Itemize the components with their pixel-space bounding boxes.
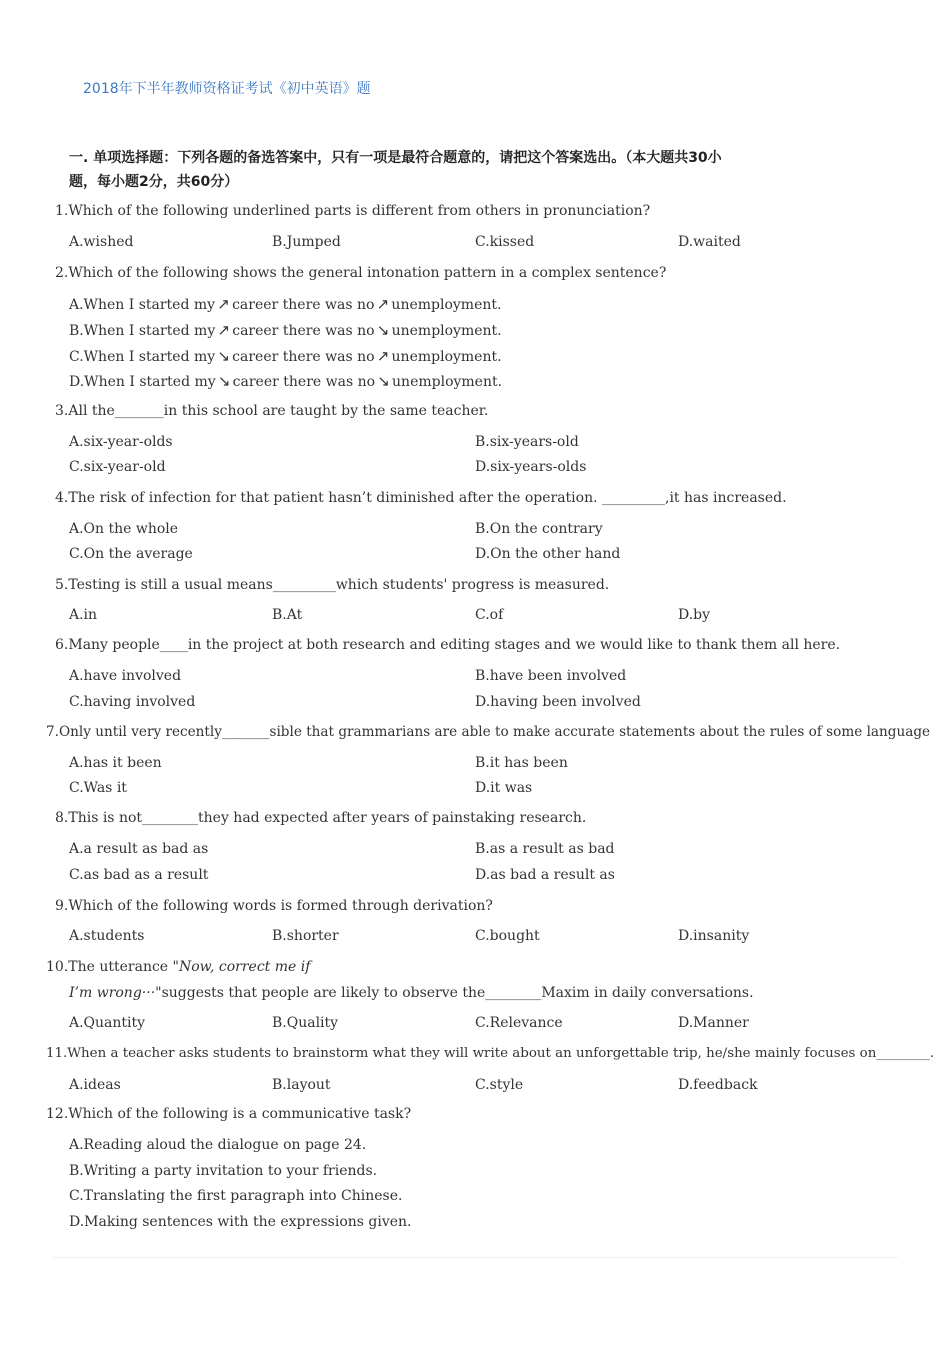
option-6d[interactable]: D.having been involved [475, 694, 641, 710]
option-5b[interactable]: B.At [272, 607, 303, 623]
question-text: Many people____in the project at both research and editing stages and we would like to thank them all here. [68, 637, 841, 653]
rising-arrow-icon: ↗ [217, 321, 231, 339]
rising-arrow-icon: ↗ [376, 347, 390, 365]
option-9c[interactable]: C.bought [475, 928, 540, 944]
option-text: career there was no [232, 374, 376, 390]
option-12b[interactable]: B.Writing a party invitation to your friends. [69, 1163, 378, 1179]
option-2c[interactable] [69, 347, 502, 365]
option-11a[interactable]: A.ideas [69, 1077, 121, 1093]
option-7c[interactable]: C.Was it [69, 780, 127, 796]
option-10a[interactable]: A.Quantity [69, 1015, 146, 1031]
option-11d[interactable]: D.feedback [678, 1077, 758, 1093]
option-8c[interactable]: C.as bad as a result [69, 867, 209, 883]
option-10b[interactable]: B.Quality [272, 1015, 339, 1031]
option-text: unemployment. [391, 323, 502, 339]
question-text: Testing is still a usual means_________which students' progress is measured. [68, 577, 610, 593]
option-5a[interactable]: A.in [69, 607, 98, 623]
question-text: Only until very recently_______sible that grammarians are able to make accurate statements about the rules of some language [58, 724, 931, 740]
option-3b[interactable]: B.six-years-old [475, 434, 579, 450]
question-text: Which of the following shows the general intonation pattern in a complex sentence? [68, 265, 667, 281]
question-number: 1. [55, 203, 69, 219]
option-1a[interactable]: A.wished [69, 234, 134, 250]
option-6c[interactable]: C.having involved [69, 694, 196, 710]
question-12 [46, 1106, 411, 1122]
option-3c[interactable]: C.six-year-old [69, 459, 166, 475]
question-2 [55, 265, 666, 281]
question-text: "suggests that people are likely to observe the________Maxim in daily conversations. [155, 985, 754, 1001]
option-4a[interactable]: A.On the whole [69, 521, 179, 537]
question-text: When a teacher asks students to brainstorm what they will write about an unforgettable trip, he/she mainly focuses on________. [67, 1046, 935, 1061]
question-text: The risk of infection for that patient hasn’t diminished after the operation. _________,it has increased. [68, 490, 787, 506]
question-number: 10. [46, 959, 69, 975]
option-8d[interactable]: D.as bad a result as [475, 867, 615, 883]
option-11c[interactable]: C.style [475, 1077, 524, 1093]
option-12d[interactable]: D.Making sentences with the expressions given. [69, 1214, 412, 1230]
question-8 [55, 810, 586, 826]
option-5d[interactable]: D.by [678, 607, 711, 623]
option-7a[interactable]: A.has it been [69, 755, 162, 771]
option-2d[interactable] [69, 372, 502, 390]
question-number: 5. [55, 577, 69, 593]
question-number: 11. [46, 1046, 68, 1061]
section-heading-line2: 题，每小题2分，共60分） [69, 174, 239, 190]
question-number: 12. [46, 1106, 69, 1122]
question-number: 9. [55, 898, 69, 914]
option-9b[interactable]: B.shorter [272, 928, 339, 944]
question-5 [55, 577, 609, 593]
question-6 [55, 637, 840, 653]
option-8a[interactable]: A.a result as bad as [69, 841, 209, 857]
question-text: All the_______in this school are taught by the same teacher. [68, 403, 489, 419]
option-4c[interactable]: C.On the average [69, 546, 193, 562]
option-4b[interactable]: B.On the contrary [475, 521, 603, 537]
option-12c[interactable]: C.Translating the first paragraph into Chinese. [69, 1188, 403, 1204]
falling-arrow-icon: ↘ [376, 321, 390, 339]
option-1c[interactable]: C.kissed [475, 234, 535, 250]
option-2a[interactable] [69, 295, 501, 313]
option-2b[interactable] [69, 321, 502, 339]
question-number: 2. [55, 265, 69, 281]
question-number: 7. [46, 724, 59, 740]
option-text: B.When I started my [69, 323, 216, 339]
question-1 [55, 203, 650, 219]
question-text: The utterance " [68, 959, 179, 975]
question-text: Which of the following is a communicative task? [68, 1106, 412, 1122]
question-9 [55, 898, 493, 914]
option-6b[interactable]: B.have been involved [475, 668, 627, 684]
option-7b[interactable]: B.it has been [475, 755, 568, 771]
question-10 [46, 959, 310, 975]
option-text: unemployment. [391, 349, 502, 365]
option-7d[interactable]: D.it was [475, 780, 533, 796]
option-4d[interactable]: D.On the other hand [475, 546, 621, 562]
falling-arrow-icon: ↘ [377, 372, 390, 390]
option-3d[interactable]: D.six-years-olds [475, 459, 587, 475]
option-6a[interactable]: A.have involved [69, 668, 182, 684]
question-number: 3. [55, 403, 69, 419]
question-10-continued [69, 985, 754, 1001]
question-text: Which of the following underlined parts is different from others in pronunciation? [68, 203, 651, 219]
rising-arrow-icon: ↗ [217, 295, 230, 313]
section-heading-line1: 一. 单项选择题：下列各题的备选答案中，只有一项是最符合题意的，请把这个答案选出。（本大题共30小 [69, 150, 722, 166]
falling-arrow-icon: ↘ [217, 372, 231, 390]
option-3a[interactable]: A.six-year-olds [69, 434, 173, 450]
option-text: D.When I started my [69, 374, 216, 390]
section-heading [69, 146, 869, 194]
question-number: 4. [55, 490, 69, 506]
question-7 [46, 724, 930, 740]
option-10c[interactable]: C.Relevance [475, 1015, 563, 1031]
option-9d[interactable]: D.insanity [678, 928, 750, 944]
option-12a[interactable]: A.Reading aloud the dialogue on page 24. [69, 1137, 367, 1153]
question-number: 8. [55, 810, 69, 826]
question-3 [55, 403, 488, 419]
question-quote: I’m wrong··· [69, 985, 156, 1001]
question-quote: Now, correct me if [178, 959, 311, 975]
option-text: career there was no [232, 349, 375, 365]
rising-arrow-icon: ↗ [376, 295, 390, 313]
option-text: A.When I started my [69, 297, 216, 313]
question-11 [46, 1046, 934, 1061]
option-10d[interactable]: D.Manner [678, 1015, 749, 1031]
option-text: unemployment. [392, 374, 503, 390]
option-text: career there was no [232, 323, 375, 339]
option-text: career there was no [232, 297, 375, 313]
option-text: C.When I started my [69, 349, 216, 365]
footer-divider [52, 1257, 898, 1258]
option-1d[interactable]: D.waited [678, 234, 741, 250]
option-1b[interactable]: B.Jumped [272, 234, 341, 250]
question-text: Which of the following words is formed through derivation? [68, 898, 493, 914]
document-title: 2018年下半年教师资格证考试《初中英语》题 [83, 81, 371, 97]
option-9a[interactable]: A.students [69, 928, 145, 944]
option-text: unemployment. [391, 297, 502, 313]
question-text: This is not________they had expected after years of painstaking research. [68, 810, 587, 826]
falling-arrow-icon: ↘ [217, 347, 230, 365]
option-5c[interactable]: C.of [475, 607, 504, 623]
question-4 [55, 490, 787, 506]
question-number: 6. [55, 637, 69, 653]
option-11b[interactable]: B.layout [272, 1077, 331, 1093]
option-8b[interactable]: B.as a result as bad [475, 841, 615, 857]
